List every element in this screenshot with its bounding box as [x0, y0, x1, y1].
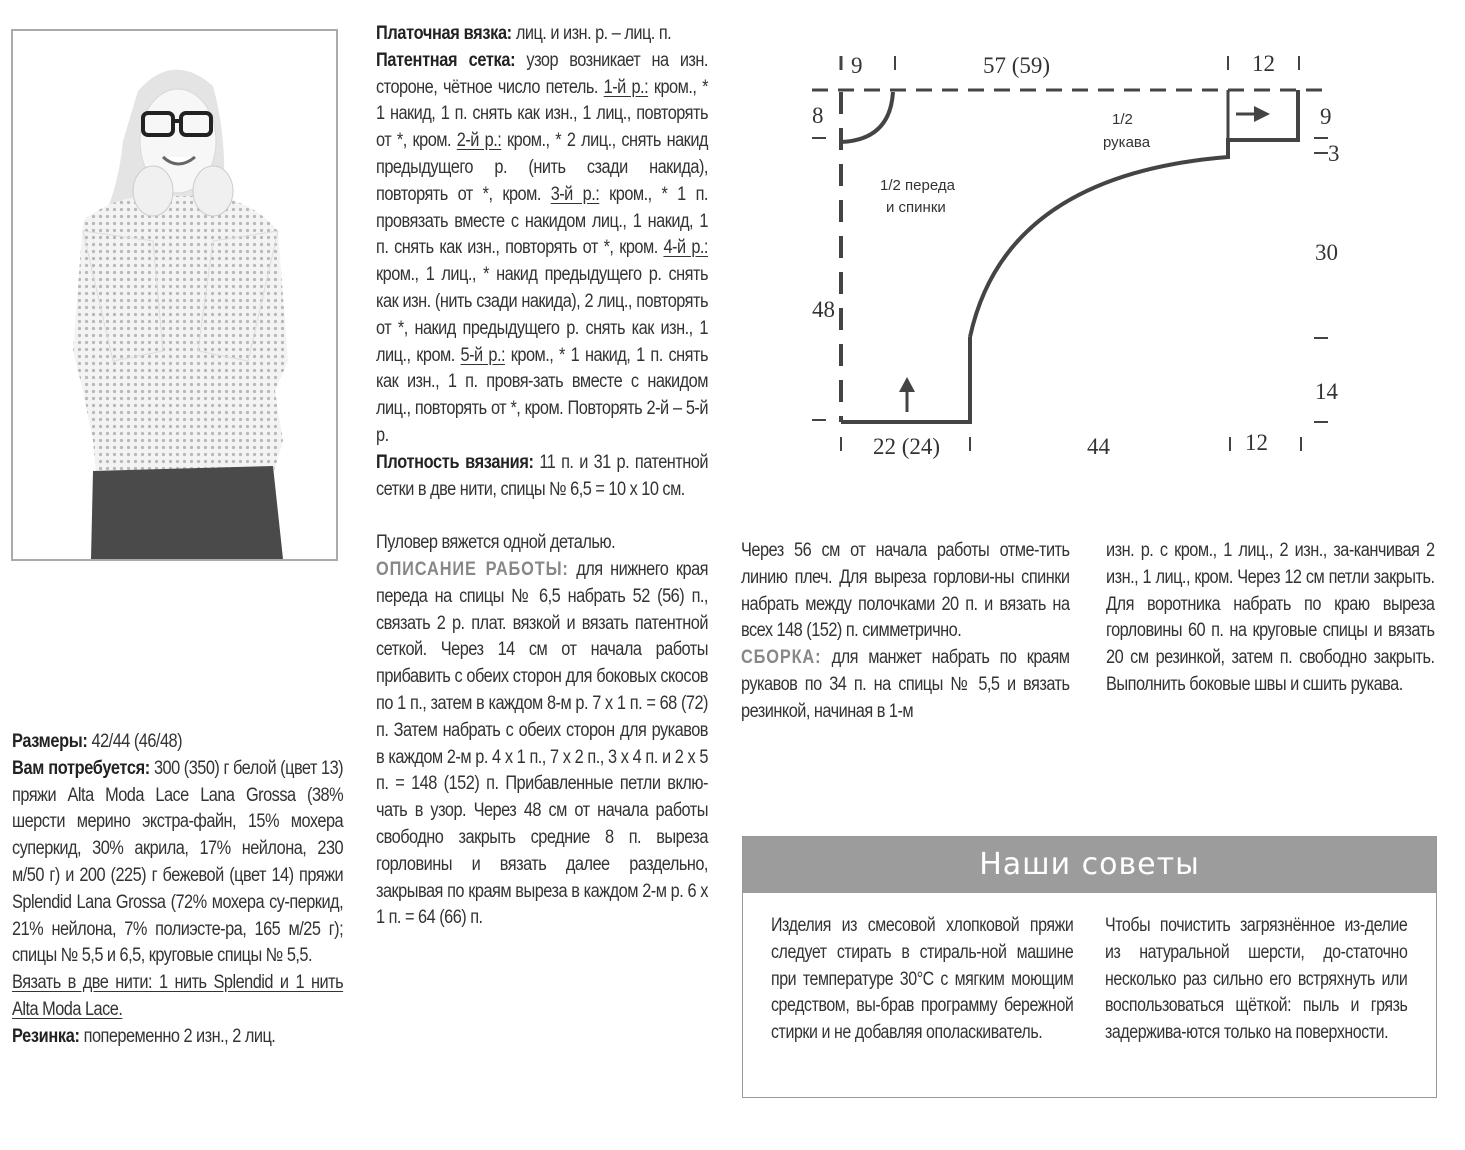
assembly: СБОРКА: для манжет набрать по краям рукавов по 34 п. на спицы № 5,5 и вязать резинкой, начиная в 1-м: [741, 647, 1070, 722]
dim-shoulder-sleeve: 57 (59): [983, 53, 1051, 78]
dim-sleeve-step: 3: [1328, 141, 1340, 166]
tips-box: [742, 836, 1437, 1098]
gauge: Плотность вязания: 11 п. и 31 р. патентной сетки в две нити, спицы № 6,5 = 10 x 10 см.: [376, 451, 708, 500]
knitting-direction-right-arrow-icon: [1236, 106, 1270, 122]
label-sleeve-line2: рукава: [1103, 134, 1151, 151]
dim-armhole: 30: [1315, 240, 1338, 265]
dim-bottom-cuff: 12: [1245, 430, 1268, 455]
dim-sleeve-span: 44: [1087, 434, 1110, 459]
label-body-line1: 1/2 переда: [880, 177, 955, 194]
model-photo: [11, 29, 338, 561]
garter-stitch: Платочная вязка: лиц. и изн. р. – лиц. п.: [376, 23, 672, 44]
model-photo-illustration: [13, 31, 336, 559]
tip-wool-cleaning: Чтобы почистить загрязнённое из-делие из натуральной шерсти, до-статочно несколько раз сильно его встряхнуть или воспользоваться щёткой: пыль и грязь задержива-ются только на поверхности.: [1105, 915, 1408, 1044]
pants-shape: [91, 466, 283, 559]
work-description: ОПИСАНИЕ РАБОТЫ: для нижнего края переда на спицы № 6,5 набрать 52 (56) п., связать 2 р. плат. вязкой и вязать патентной сеткой. Через 14 см от начала работы прибавить с обеих сторон для боковых скосов по 1 п., затем в каждом 8-м р. 7 x 1 п. = 68 (72) п. Затем набрать с обеих сторон для рукавов в каждом 2-м р. 4 x 1 п., 7 x 2 п., 3 x 4 п. и 2 x 5 п. = 148 (152) п. Прибавленные петли вклю-чать в узор. Через 48 см от начала работы свободно закрыть средние 8 п. выреза горловины и вязать далее раздельно, закрывая по краям выреза в каждом 2-м р. 6 x 1 п. = 64 (66) п.: [376, 558, 708, 929]
pattern-schematic: [790, 40, 1370, 480]
sizes: Размеры: 42/44 (46/48): [12, 731, 183, 752]
left-column: [12, 729, 343, 1051]
dim-cuff-height: 9: [1320, 104, 1332, 129]
shoulder-text: Через 56 см от начала работы отме-тить линию плеч. Для выреза горлови-ны спинки набрать между полочками 20 п. и вязать на всех 148 (152) п. симметрично.: [741, 540, 1070, 642]
dim-neck-depth: 8: [812, 103, 824, 128]
tip-cotton-washing: Изделия из смесовой хлопковой пряжи следует стирать в стираль-ной машине при температуре 30°C с мягким моющим средством, вы-брав программу бережной стирки и не добавляя ополаскиватель.: [771, 915, 1074, 1044]
cuff-collar-text: изн. р. с кром., 1 лиц., 2 изн., за-канчивая 2 изн., 1 лиц., кром. Через 12 см петли закрыть. Для воротника набрать по краю выреза горловины 60 п. на круговые спицы и вязать 20 см резинкой, затем п. свободно закрыть. Выполнить боковые швы и сшить рукава.: [1106, 540, 1435, 695]
dim-neck-width: 9: [851, 53, 863, 78]
label-sleeve-line1: 1/2: [1112, 111, 1133, 128]
tips-title: Наши советы: [743, 837, 1436, 893]
right-column-b: [1106, 538, 1435, 699]
dim-half-width: 22 (24): [873, 434, 941, 459]
middle-column: [376, 21, 708, 932]
dim-bottom: 14: [1315, 379, 1338, 404]
dim-body-height: 48: [812, 297, 835, 322]
rib-stitch: Резинка: попеременно 2 изн., 2 лиц.: [12, 1025, 276, 1047]
materials: Вам потребуется: 300 (350) г белой (цвет 13) пряжи Alta Moda Lace Lana Grossa (38% шерсти мерино экстра-файн, 15% мохера суперкид, 30% акрила, 17% нейлона, 230 м/50 г) и 200 (225) г бежевой (цвет 14) пряжи Splendid Lana Grossa (72% мохера су-перкид, 21% нейлона, 7% полиэсте-ра, 165 м/25 г); спицы № 5,5 и 6,5, круговые спицы № 5,5.: [12, 757, 344, 967]
label-body-line2: и спинки: [886, 199, 946, 216]
intro: Пуловер вяжется одной деталью.: [376, 532, 616, 554]
neckline-curve: [841, 92, 893, 142]
two-strand-note: Вязать в две нити: 1 нить Splendid и 1 нить Alta Moda Lace.: [12, 972, 344, 1020]
dim-top-cuff: 12: [1252, 51, 1275, 76]
sleeve-underarm-curve: [970, 90, 1298, 337]
knitting-direction-up-arrow-icon: [899, 377, 915, 412]
patent-stitch: Патентная сетка: узор возникает на изн. стороне, чётное число петель. 1-й р.: кром., * 1 накид, 1 п. снять как изн., 1 лиц., повторять от *, кром. 2-й р.: кром., * 2 лиц., снять накид предыдущего р. (нить сзади накида), повторять от *, кром. 3-й р.: кром., * 1 п. провязать вместе с накидом лиц., 1 накид, 1 п. снять как изн., повторять от *, кром. 4-й р.: кром., 1 лиц., * накид предыдущего р. снять как изн. (нить сзади накида), 2 лиц., повторять от *, накид предыдущего р. снять как изн., 1 лиц., кром. 5-й р.: кром., * 1 накид, 1 п. снять как изн., 1 п. провя-зать вместе с накидом лиц., повторять от *, кром. Повторять 2-й – 5-й р.: [376, 49, 708, 446]
right-column-a: [741, 538, 1070, 726]
